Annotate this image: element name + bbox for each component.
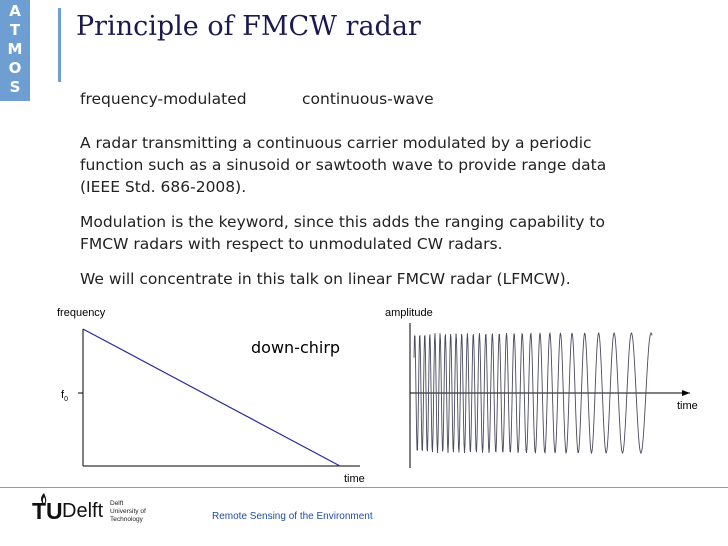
modulation-line: FMCW radars with respect to unmodulated CW radars. — [80, 235, 503, 253]
amplitude-chart — [410, 323, 690, 468]
x-axis-label: time — [677, 400, 698, 412]
atmos-letter: M — [7, 40, 23, 58]
atmos-letter: O — [8, 59, 22, 77]
logo-tu: TU — [32, 498, 63, 524]
chirp-line — [83, 329, 340, 466]
term-continuous-wave: continuous-wave — [302, 90, 434, 108]
frequency-chart — [78, 329, 360, 466]
y-axis-label: amplitude — [385, 307, 433, 319]
footer-rule — [0, 487, 728, 488]
x-axis-arrow — [682, 390, 690, 396]
y-tick-label: $f_0$ — [61, 389, 68, 404]
definition-line: A radar transmitting a continuous carrier modulated by a periodic — [80, 134, 592, 152]
tudelft-logo — [32, 494, 112, 522]
atmos-letter: T — [9, 21, 21, 39]
university-name: Delft University of Technology — [110, 500, 146, 523]
focus-line: We will concentrate in this talk on linear FMCW radar (LFMCW). — [80, 270, 571, 288]
logo-delft: Delft — [62, 500, 104, 522]
definition-line: function such as a sinusoid or sawtooth wave to provide range data — [80, 156, 607, 174]
definition-line: (IEEE Std. 686-2008). — [80, 178, 247, 196]
modulation-line: Modulation is the keyword, since this adds the ranging capability to — [80, 213, 605, 231]
x-axis-label: time — [344, 473, 365, 485]
slide-title: Principle of FMCW radar — [76, 11, 421, 42]
y-axis-label: frequency — [57, 307, 106, 319]
atmos-letter: S — [9, 78, 21, 96]
term-frequency-modulated: frequency-modulated — [80, 90, 247, 108]
atmos-letter: A — [9, 2, 21, 20]
chart-title: down-chirp — [251, 338, 341, 357]
footer-caption: Remote Sensing of the Environment — [212, 511, 373, 522]
